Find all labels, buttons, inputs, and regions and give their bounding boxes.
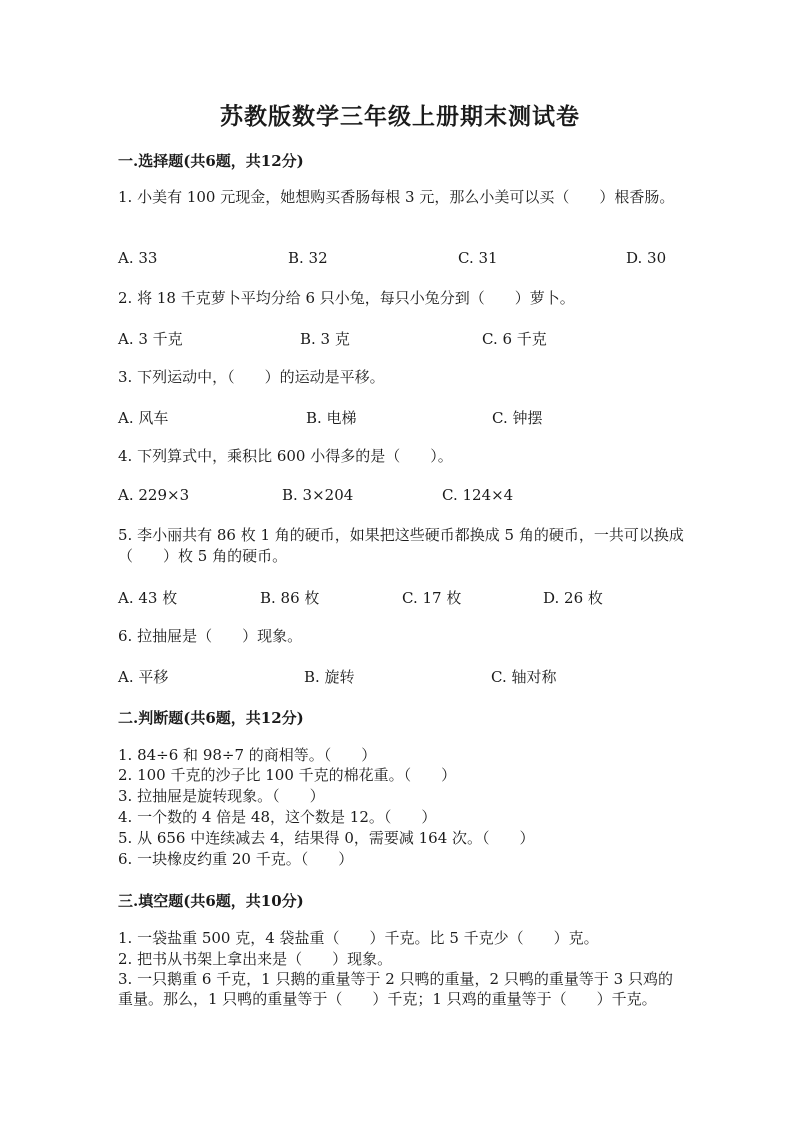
page-title: 苏教版数学三年级上册期末测试卷 [220, 103, 580, 130]
option-d: D. 26 枚 [543, 589, 603, 607]
option-d: D. 30 [626, 249, 667, 267]
option-c: C. 6 千克 [482, 330, 547, 348]
fill-item: 2. 把书从书架上拿出来是（ ）现象。 [118, 950, 393, 968]
option-c: C. 轴对称 [491, 668, 557, 686]
option-row [118, 407, 684, 429]
question-text: 1. 小美有 100 元现金，她想购买香肠每根 3 元，那么小美可以买（ ）根香肠。 [118, 188, 675, 206]
option-a: A. 3 千克 [118, 330, 183, 348]
section-heading-fill-blank: 三.填空题(共6题，共10分) [118, 892, 304, 910]
option-row [118, 249, 684, 271]
question-text: 4. 下列算式中，乘积比 600 小得多的是（ ）。 [118, 447, 453, 465]
option-b: B. 3 克 [300, 330, 350, 348]
section-heading-choice: 一.选择题(共6题，共12分) [118, 152, 304, 170]
judgment-item: 6. 一块橡皮约重 20 千克。（ ） [118, 850, 354, 868]
question-text: 2. 将 18 千克萝卜平均分给 6 只小兔，每只小兔分到（ ）萝卜。 [118, 289, 575, 307]
option-c: C. 31 [458, 249, 498, 267]
option-b: B. 32 [288, 249, 328, 267]
option-b: B. 86 枚 [260, 589, 320, 607]
fill-item: 1. 一袋盐重 500 克，4 袋盐重（ ）千克。比 5 千克少（ ）克。 [118, 929, 599, 947]
option-c: C. 124×4 [442, 486, 514, 504]
judgment-item: 2. 100 千克的沙子比 100 千克的棉花重。（ ） [118, 766, 457, 784]
question-text: 6. 拉抽屉是（ ）现象。 [118, 627, 303, 645]
judgment-item: 5. 从 656 中连续减去 4，结果得 0，需要减 164 次。（ ） [118, 829, 535, 847]
judgment-item: 4. 一个数的 4 倍是 48，这个数是 12。（ ） [118, 808, 437, 826]
option-c: C. 钟摆 [492, 409, 543, 427]
option-row [118, 328, 684, 350]
option-a: A. 229×3 [118, 486, 190, 504]
option-a: A. 43 枚 [118, 589, 178, 607]
option-c: C. 17 枚 [402, 589, 462, 607]
option-row [118, 666, 684, 688]
option-b: B. 3×204 [282, 486, 354, 504]
option-a: A. 平移 [118, 668, 169, 686]
judgment-item: 3. 拉抽屉是旋转现象。（ ） [118, 787, 325, 805]
option-row [118, 587, 684, 609]
section-heading-true-false: 二.判断题(共6题，共12分) [118, 709, 304, 727]
fill-item: 3. 一只鹅重 6 千克，1 只鹅的重量等于 2 只鸭的重量，2 只鸭的重量等于 3 只鸡的重量。那么，1 只鸭的重量等于（ ）千克；1 只鸡的重量等于（ ）千克。 [118, 970, 673, 1008]
question-text: 3. 下列运动中，（ ）的运动是平移。 [118, 368, 385, 386]
judgment-item: 1. 84÷6 和 98÷7 的商相等。（ ） [118, 746, 377, 764]
question-text: 5. 李小丽共有 86 枚 1 角的硬币，如果把这些硬币都换成 5 角的硬币，一共可以换成（ ）枚 5 角的硬币。 [118, 526, 684, 565]
option-a: A. 33 [118, 249, 158, 267]
option-row [118, 486, 684, 508]
option-a: A. 风车 [118, 409, 169, 427]
option-b: B. 旋转 [304, 668, 355, 686]
option-b: B. 电梯 [306, 409, 357, 427]
